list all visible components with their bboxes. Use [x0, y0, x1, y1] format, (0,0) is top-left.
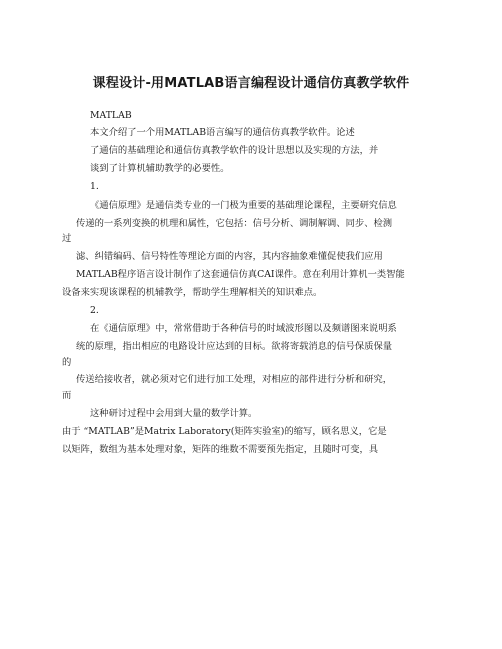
body-line: 统的原理，指出相应的电路设计应达到的目标。欲将寄载消息的信号保质保量: [76, 341, 393, 352]
body-line: 在《通信原理》中，常常借助于各种信号的时域波形图以及频谱图来说明系: [90, 323, 397, 334]
body-line: 传递的一系列变换的机理和属性，它包括：信号分析、调制解调、同步、检测: [76, 218, 393, 229]
body-line: 本文介绍了一个用MATLAB语言编写的通信仿真教学软件。论述: [90, 127, 355, 138]
body-line: 而: [62, 390, 72, 401]
body-line: MATLAB: [90, 110, 132, 121]
body-line: 过: [62, 233, 72, 244]
body-line: 的: [62, 357, 72, 368]
body-line: 滤、纠错编码、信号特性等理论方面的内容，其内容抽象难懂促使我们应用: [76, 251, 383, 262]
body-line: 由于 “MATLAB”是Matrix Laboratory(矩阵实验室)的缩写，顾名思义，它是: [62, 426, 387, 437]
body-line: 以矩阵，数组为基本处理对象，矩阵的维数不需要预先指定，且随时可变，具: [62, 444, 379, 455]
body-line: 设备来实现该课程的机辅教学，帮助学生理解相关的知识难点。: [62, 287, 323, 298]
body-line: 传送给接收者，就必须对它们进行加工处理，对相应的部件进行分析和研究，: [76, 374, 393, 385]
body-line: 谈到了计算机辅助教学的必要性。: [90, 163, 230, 174]
body-line: 1.: [90, 181, 99, 192]
body-line: 这种研讨过程中会用到大量的数学计算。: [90, 408, 258, 419]
document-title: 课程设计-用MATLAB语言编程设计通信仿真教学软件: [92, 76, 410, 91]
body-line: MATLAB程序语言设计制作了这套通信仿真CAI课件。意在利用计算机一类智能: [76, 269, 405, 280]
body-line: 了通信的基础理论和通信仿真教学软件的设计思想以及实现的方法，并: [90, 145, 379, 156]
body-line: 2.: [90, 305, 99, 316]
body-line: 《通信原理》是通信类专业的一门极为重要的基础理论课程，主要研究信息: [90, 200, 397, 211]
